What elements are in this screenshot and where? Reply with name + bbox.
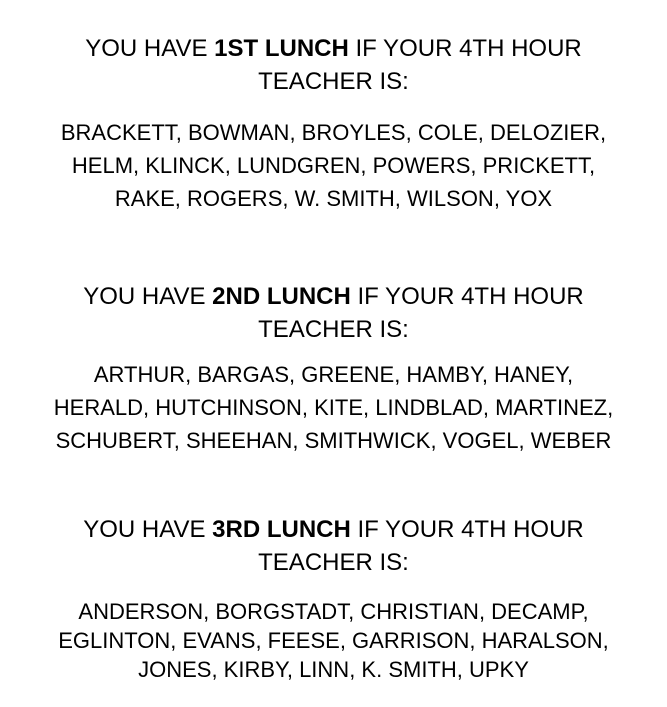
names-line: JONES, KIRBY, LINN, K. SMITH, UPKY xyxy=(138,657,529,682)
heading-prefix: YOU HAVE xyxy=(83,283,213,310)
heading-suffix: IF YOUR 4TH HOUR xyxy=(350,516,584,543)
names-line: ANDERSON, BORGSTADT, CHRISTIAN, DECAMP, xyxy=(78,599,589,624)
names-line: ARTHUR, BARGAS, GREENE, HAMBY, HANEY, xyxy=(93,362,574,387)
lunch-name: 3RD LUNCH xyxy=(212,516,351,543)
section-heading xyxy=(0,513,667,579)
names-line: SCHUBERT, SHEEHAN, SMITHWICK, VOGEL, WEBER xyxy=(55,428,612,453)
section-heading xyxy=(0,280,667,346)
section-heading xyxy=(0,32,667,98)
lunch-name: 1ST LUNCH xyxy=(214,35,349,62)
heading-line2: TEACHER IS: xyxy=(258,316,409,343)
second-lunch-section xyxy=(0,280,667,457)
lunch-name: 2ND LUNCH xyxy=(212,283,351,310)
teacher-names xyxy=(0,116,667,215)
names-line: HERALD, HUTCHINSON, KITE, LINDBLAD, MARTINEZ, xyxy=(53,395,614,420)
heading-prefix: YOU HAVE xyxy=(83,516,213,543)
names-line: EGLINTON, EVANS, FEESE, GARRISON, HARALSON, xyxy=(58,628,609,653)
heading-line2: TEACHER IS: xyxy=(258,549,409,576)
teacher-names xyxy=(0,597,667,684)
first-lunch-section xyxy=(0,32,667,215)
heading-suffix: IF YOUR 4TH HOUR xyxy=(350,283,584,310)
names-line: HELM, KLINCK, LUNDGREN, POWERS, PRICKETT, xyxy=(71,153,596,178)
heading-suffix: IF YOUR 4TH HOUR xyxy=(348,35,582,62)
third-lunch-section xyxy=(0,513,667,684)
names-line: BRACKETT, BOWMAN, BROYLES, COLE, DELOZIER, xyxy=(60,120,607,145)
heading-line2: TEACHER IS: xyxy=(258,68,409,95)
heading-prefix: YOU HAVE xyxy=(85,35,215,62)
names-line: RAKE, ROGERS, W. SMITH, WILSON, YOX xyxy=(114,186,553,211)
teacher-names xyxy=(0,358,667,457)
